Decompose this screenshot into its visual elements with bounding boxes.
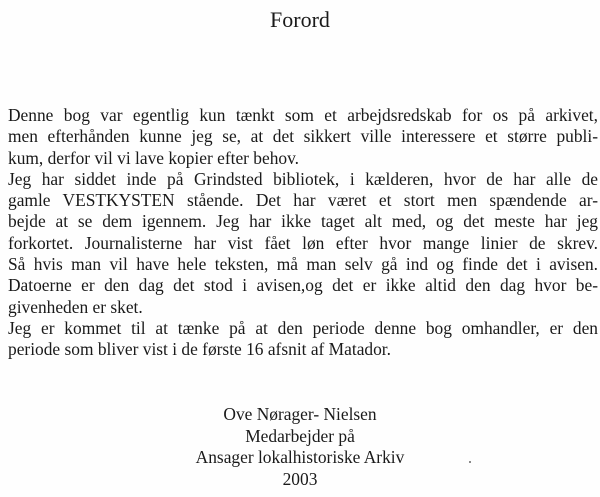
foreword-line: kum, derfor vil vi lave kopier efter behov.: [8, 147, 300, 168]
foreword-line: men efterhånden kunne jeg se, at det sikkert ville interessere et større publi-: [8, 126, 598, 147]
page-title: Forord: [270, 7, 330, 32]
signature-year: 2003: [282, 469, 318, 490]
foreword-line: Så hvis man vil have hele teksten, må man selv gå ind og finde det i avisen.: [8, 254, 598, 275]
signature-role: Medarbejder på: [245, 425, 355, 446]
signature-name: Ove Nørager- Nielsen: [223, 404, 377, 424]
scan-speck: [469, 461, 471, 463]
foreword-line: Datoerne er den dag det stod i avisen,og det er ikke altid den dag hvor be-: [8, 275, 598, 296]
foreword-line: gamle VESTKYSTEN stående. Det har været et stort men spændende ar-: [8, 190, 598, 211]
foreword-line: Jeg er kommet til at tænke på at den periode denne bog omhandler, er den: [8, 317, 598, 338]
foreword-line: givenheden er sket.: [8, 296, 143, 317]
foreword-body: [8, 105, 598, 361]
foreword-line: Denne bog var egentlig kun tænkt som et arbejdsredskab for os på arkivet,: [8, 105, 598, 125]
foreword-line: Jeg har siddet inde på Grindsted bibliotek, i kælderen, hvor de har alle de: [8, 168, 598, 189]
signature-organization: Ansager lokalhistoriske Arkiv: [195, 447, 405, 468]
foreword-line: bejde at se dem igennem. Jeg har ikke taget alt med, og det meste har jeg: [8, 211, 598, 232]
signature-block: [0, 404, 600, 491]
foreword-line: periode som bliver vist i de første 16 afsnit af Matador.: [8, 339, 391, 360]
foreword-line: forkortet. Journalisterne har vist fået løn efter hvor mange linier de skrev.: [8, 232, 598, 253]
